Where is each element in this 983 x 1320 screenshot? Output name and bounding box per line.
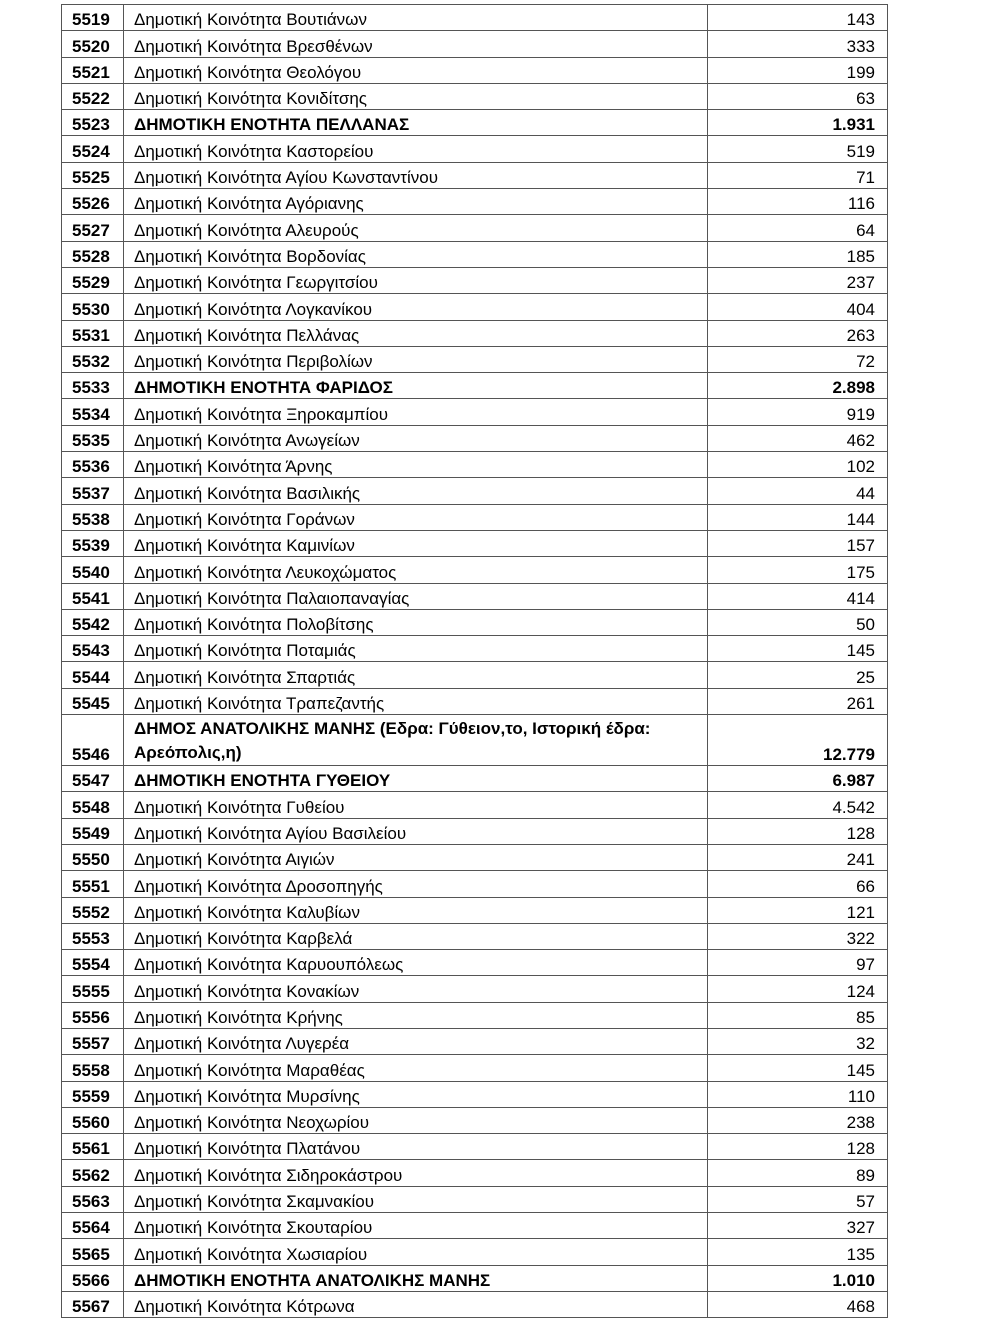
row-name-cell: ΔΗΜΟΤΙΚΗ ΕΝΟΤΗΤΑ ΦΑΡΙΔΟΣ [124,373,708,399]
row-code-cell: 5560 [62,1107,124,1133]
row-name-cell: Δημοτική Κοινότητα Καρβελά [124,923,708,949]
row-value-cell: 97 [708,950,888,976]
row-value-cell: 462 [708,425,888,451]
row-code-cell: 5566 [62,1265,124,1291]
row-code-cell: 5537 [62,478,124,504]
row-value-cell: 185 [708,241,888,267]
row-code-cell: 5528 [62,241,124,267]
table-row [62,950,888,976]
row-code-cell: 5527 [62,215,124,241]
table-row [62,320,888,346]
table-row [62,215,888,241]
table-row [62,110,888,136]
row-value-cell: 128 [708,818,888,844]
row-value-cell: 124 [708,976,888,1002]
row-value-cell: 333 [708,31,888,57]
row-name-cell: Δημοτική Κοινότητα Βορδονίας [124,241,708,267]
table-row [62,1028,888,1054]
row-value-cell: 2.898 [708,373,888,399]
row-value-cell: 128 [708,1134,888,1160]
table-body [62,5,888,1318]
row-code-cell: 5565 [62,1239,124,1265]
row-value-cell: 85 [708,1002,888,1028]
row-name-cell: Δημοτική Κοινότητα Βρεσθένων [124,31,708,57]
row-name-cell: Δημοτική Κοινότητα Αιγιών [124,844,708,870]
row-name-cell: Δημοτική Κοινότητα Καρυουπόλεως [124,950,708,976]
row-value-cell: 261 [708,688,888,714]
table-row [62,530,888,556]
row-code-cell: 5553 [62,923,124,949]
table-row [62,897,888,923]
row-value-cell: 327 [708,1213,888,1239]
table-row [62,267,888,293]
row-value-cell: 72 [708,346,888,372]
table-row [62,1186,888,1212]
row-name-cell: Δημοτική Κοινότητα Πολοβίτσης [124,609,708,635]
table-row [62,425,888,451]
row-name-cell: Δημοτική Κοινότητα Θεολόγου [124,57,708,83]
population-table [61,4,888,1318]
row-code-cell: 5549 [62,818,124,844]
row-value-cell: 414 [708,583,888,609]
row-code-cell: 5545 [62,688,124,714]
table-row [62,1213,888,1239]
row-code-cell: 5529 [62,267,124,293]
row-code-cell: 5536 [62,452,124,478]
table-row [62,83,888,109]
row-value-cell: 64 [708,215,888,241]
row-name-cell: Δημοτική Κοινότητα Σπαρτιάς [124,662,708,688]
row-name-cell: Δημοτική Κοινότητα Ανωγείων [124,425,708,451]
table-row [62,636,888,662]
row-value-cell: 102 [708,452,888,478]
row-value-cell: 404 [708,294,888,320]
row-code-cell: 5534 [62,399,124,425]
table-row [62,1002,888,1028]
row-value-cell: 468 [708,1291,888,1317]
row-name-cell: Δημοτική Κοινότητα Μυρσίνης [124,1081,708,1107]
row-value-cell: 241 [708,844,888,870]
row-code-cell: 5547 [62,766,124,792]
row-name-cell: Δημοτική Κοινότητα Ποταμιάς [124,636,708,662]
row-value-cell: 263 [708,320,888,346]
row-name-cell: Δημοτική Κοινότητα Δροσοπηγής [124,871,708,897]
row-name-cell: Δημοτική Κοινότητα Πλατάνου [124,1134,708,1160]
row-code-cell: 5525 [62,162,124,188]
row-name-cell: Δημοτική Κοινότητα Σκουταρίου [124,1213,708,1239]
table-row [62,662,888,688]
row-value-cell: 145 [708,1055,888,1081]
row-name-cell: Δημοτική Κοινότητα Τραπεζαντής [124,688,708,714]
row-code-cell: 5521 [62,57,124,83]
table-row [62,57,888,83]
row-code-cell: 5567 [62,1291,124,1317]
row-value-cell: 32 [708,1028,888,1054]
row-name-cell: ΔΗΜΟΤΙΚΗ ΕΝΟΤΗΤΑ ΠΕΛΛΑΝΑΣ [124,110,708,136]
row-name-cell: Δημοτική Κοινότητα Κρήνης [124,1002,708,1028]
table-row [62,189,888,215]
row-value-cell: 110 [708,1081,888,1107]
row-code-cell: 5532 [62,346,124,372]
table-row [62,688,888,714]
table-row [62,1134,888,1160]
row-name-cell: Δημοτική Κοινότητα Πελλάνας [124,320,708,346]
row-code-cell: 5551 [62,871,124,897]
row-code-cell: 5552 [62,897,124,923]
row-code-cell: 5555 [62,976,124,1002]
table-row [62,583,888,609]
row-value-cell: 237 [708,267,888,293]
table-row [62,294,888,320]
row-value-cell: 199 [708,57,888,83]
row-code-cell: 5564 [62,1213,124,1239]
row-name-cell: Δημοτική Κοινότητα Βασιλικής [124,478,708,504]
row-code-cell: 5533 [62,373,124,399]
table-row [62,1081,888,1107]
row-value-cell: 1.010 [708,1265,888,1291]
row-value-cell: 116 [708,189,888,215]
row-code-cell: 5554 [62,950,124,976]
row-code-cell: 5543 [62,636,124,662]
row-code-cell: 5520 [62,31,124,57]
row-name-cell: Δημοτική Κοινότητα Μαραθέας [124,1055,708,1081]
row-name-cell: Δημοτική Κοινότητα Καστορείου [124,136,708,162]
table-row [62,923,888,949]
table-row [62,844,888,870]
table-row [62,1160,888,1186]
row-name-cell: Δημοτική Κοινότητα Αγόριανης [124,189,708,215]
row-name-cell: ΔΗΜΟΤΙΚΗ ΕΝΟΤΗΤΑ ΓΥΘΕΙΟΥ [124,766,708,792]
row-code-cell: 5541 [62,583,124,609]
table-row [62,1239,888,1265]
table-row [62,1265,888,1291]
row-value-cell: 50 [708,609,888,635]
row-value-cell: 66 [708,871,888,897]
row-code-cell: 5523 [62,110,124,136]
row-code-cell: 5558 [62,1055,124,1081]
table-row [62,792,888,818]
row-code-cell: 5557 [62,1028,124,1054]
table-row [62,1055,888,1081]
table-row [62,162,888,188]
row-value-cell: 157 [708,530,888,556]
row-code-cell: 5563 [62,1186,124,1212]
row-code-cell: 5535 [62,425,124,451]
row-name-cell: Δημοτική Κοινότητα Σκαμνακίου [124,1186,708,1212]
table-row [62,346,888,372]
row-value-cell: 6.987 [708,766,888,792]
row-code-cell: 5526 [62,189,124,215]
table-row [62,373,888,399]
row-value-cell: 519 [708,136,888,162]
table-row [62,715,888,766]
row-value-cell: 144 [708,504,888,530]
row-name-cell: Δημοτική Κοινότητα Άρνης [124,452,708,478]
table-row [62,452,888,478]
row-code-cell: 5559 [62,1081,124,1107]
row-name-cell: Δημοτική Κοινότητα Σιδηροκάστρου [124,1160,708,1186]
row-name-cell: Δημοτική Κοινότητα Γοράνων [124,504,708,530]
row-name-cell: Δημοτική Κοινότητα Λευκοχώματος [124,557,708,583]
row-code-cell: 5562 [62,1160,124,1186]
table-row [62,504,888,530]
row-name-cell: Δημοτική Κοινότητα Αλευρούς [124,215,708,241]
row-code-cell: 5524 [62,136,124,162]
table-row [62,5,888,31]
row-value-cell: 89 [708,1160,888,1186]
table-row [62,136,888,162]
row-value-cell: 135 [708,1239,888,1265]
row-name-cell: Δημοτική Κοινότητα Βουτιάνων [124,5,708,31]
row-code-cell: 5548 [62,792,124,818]
row-value-cell: 4.542 [708,792,888,818]
row-name-cell: Δημοτική Κοινότητα Λυγερέα [124,1028,708,1054]
row-name-cell: Δημοτική Κοινότητα Αγίου Βασιλείου [124,818,708,844]
table-row [62,1291,888,1317]
table-row [62,766,888,792]
row-code-cell: 5538 [62,504,124,530]
table-row [62,241,888,267]
row-code-cell: 5530 [62,294,124,320]
row-name-cell: Δημοτική Κοινότητα Καμινίων [124,530,708,556]
row-name-cell: Δημοτική Κοινότητα Λογκανίκου [124,294,708,320]
table-row [62,399,888,425]
row-value-cell: 919 [708,399,888,425]
table-row [62,1107,888,1133]
row-value-cell: 121 [708,897,888,923]
row-name-cell: Δημοτική Κοινότητα Γεωργιτσίου [124,267,708,293]
row-name-cell: Δημοτική Κοινότητα Κονακίων [124,976,708,1002]
table-row [62,871,888,897]
row-value-cell: 143 [708,5,888,31]
row-name-cell: Δημοτική Κοινότητα Ξηροκαμπίου [124,399,708,425]
row-name-cell: Δημοτική Κοινότητα Χωσιαρίου [124,1239,708,1265]
row-value-cell: 63 [708,83,888,109]
row-code-cell: 5550 [62,844,124,870]
row-name-cell: Δημοτική Κοινότητα Γυθείου [124,792,708,818]
table-row [62,478,888,504]
row-name-cell: Δημοτική Κοινότητα Κότρωνα [124,1291,708,1317]
row-name-cell: Δημοτική Κοινότητα Νεοχωρίου [124,1107,708,1133]
row-value-cell: 57 [708,1186,888,1212]
row-value-cell: 12.779 [708,715,888,766]
row-name-cell: Δημοτική Κοινότητα Παλαιοπαναγίας [124,583,708,609]
row-value-cell: 238 [708,1107,888,1133]
row-code-cell: 5539 [62,530,124,556]
row-value-cell: 71 [708,162,888,188]
row-code-cell: 5556 [62,1002,124,1028]
row-value-cell: 322 [708,923,888,949]
row-name-cell: Δημοτική Κοινότητα Κονιδίτσης [124,83,708,109]
table-row [62,31,888,57]
row-name-cell: ΔΗΜΟΣ ΑΝΑΤΟΛΙΚΗΣ ΜΑΝΗΣ (Εδρα: Γύθειον,το, Ιστορική έδρα: Αρεόπολις,η) [124,715,708,766]
table-row [62,557,888,583]
row-value-cell: 25 [708,662,888,688]
row-code-cell: 5522 [62,83,124,109]
row-name-cell: Δημοτική Κοινότητα Περιβολίων [124,346,708,372]
row-code-cell: 5542 [62,609,124,635]
row-value-cell: 1.931 [708,110,888,136]
row-code-cell: 5531 [62,320,124,346]
row-code-cell: 5540 [62,557,124,583]
row-name-cell: Δημοτική Κοινότητα Αγίου Κωνσταντίνου [124,162,708,188]
table-row [62,818,888,844]
row-code-cell: 5561 [62,1134,124,1160]
table-row [62,609,888,635]
row-value-cell: 145 [708,636,888,662]
row-value-cell: 175 [708,557,888,583]
row-value-cell: 44 [708,478,888,504]
row-code-cell: 5546 [62,715,124,766]
row-code-cell: 5519 [62,5,124,31]
table-row [62,976,888,1002]
row-name-cell: Δημοτική Κοινότητα Καλυβίων [124,897,708,923]
row-code-cell: 5544 [62,662,124,688]
row-name-cell: ΔΗΜΟΤΙΚΗ ΕΝΟΤΗΤΑ ΑΝΑΤΟΛΙΚΗΣ ΜΑΝΗΣ [124,1265,708,1291]
